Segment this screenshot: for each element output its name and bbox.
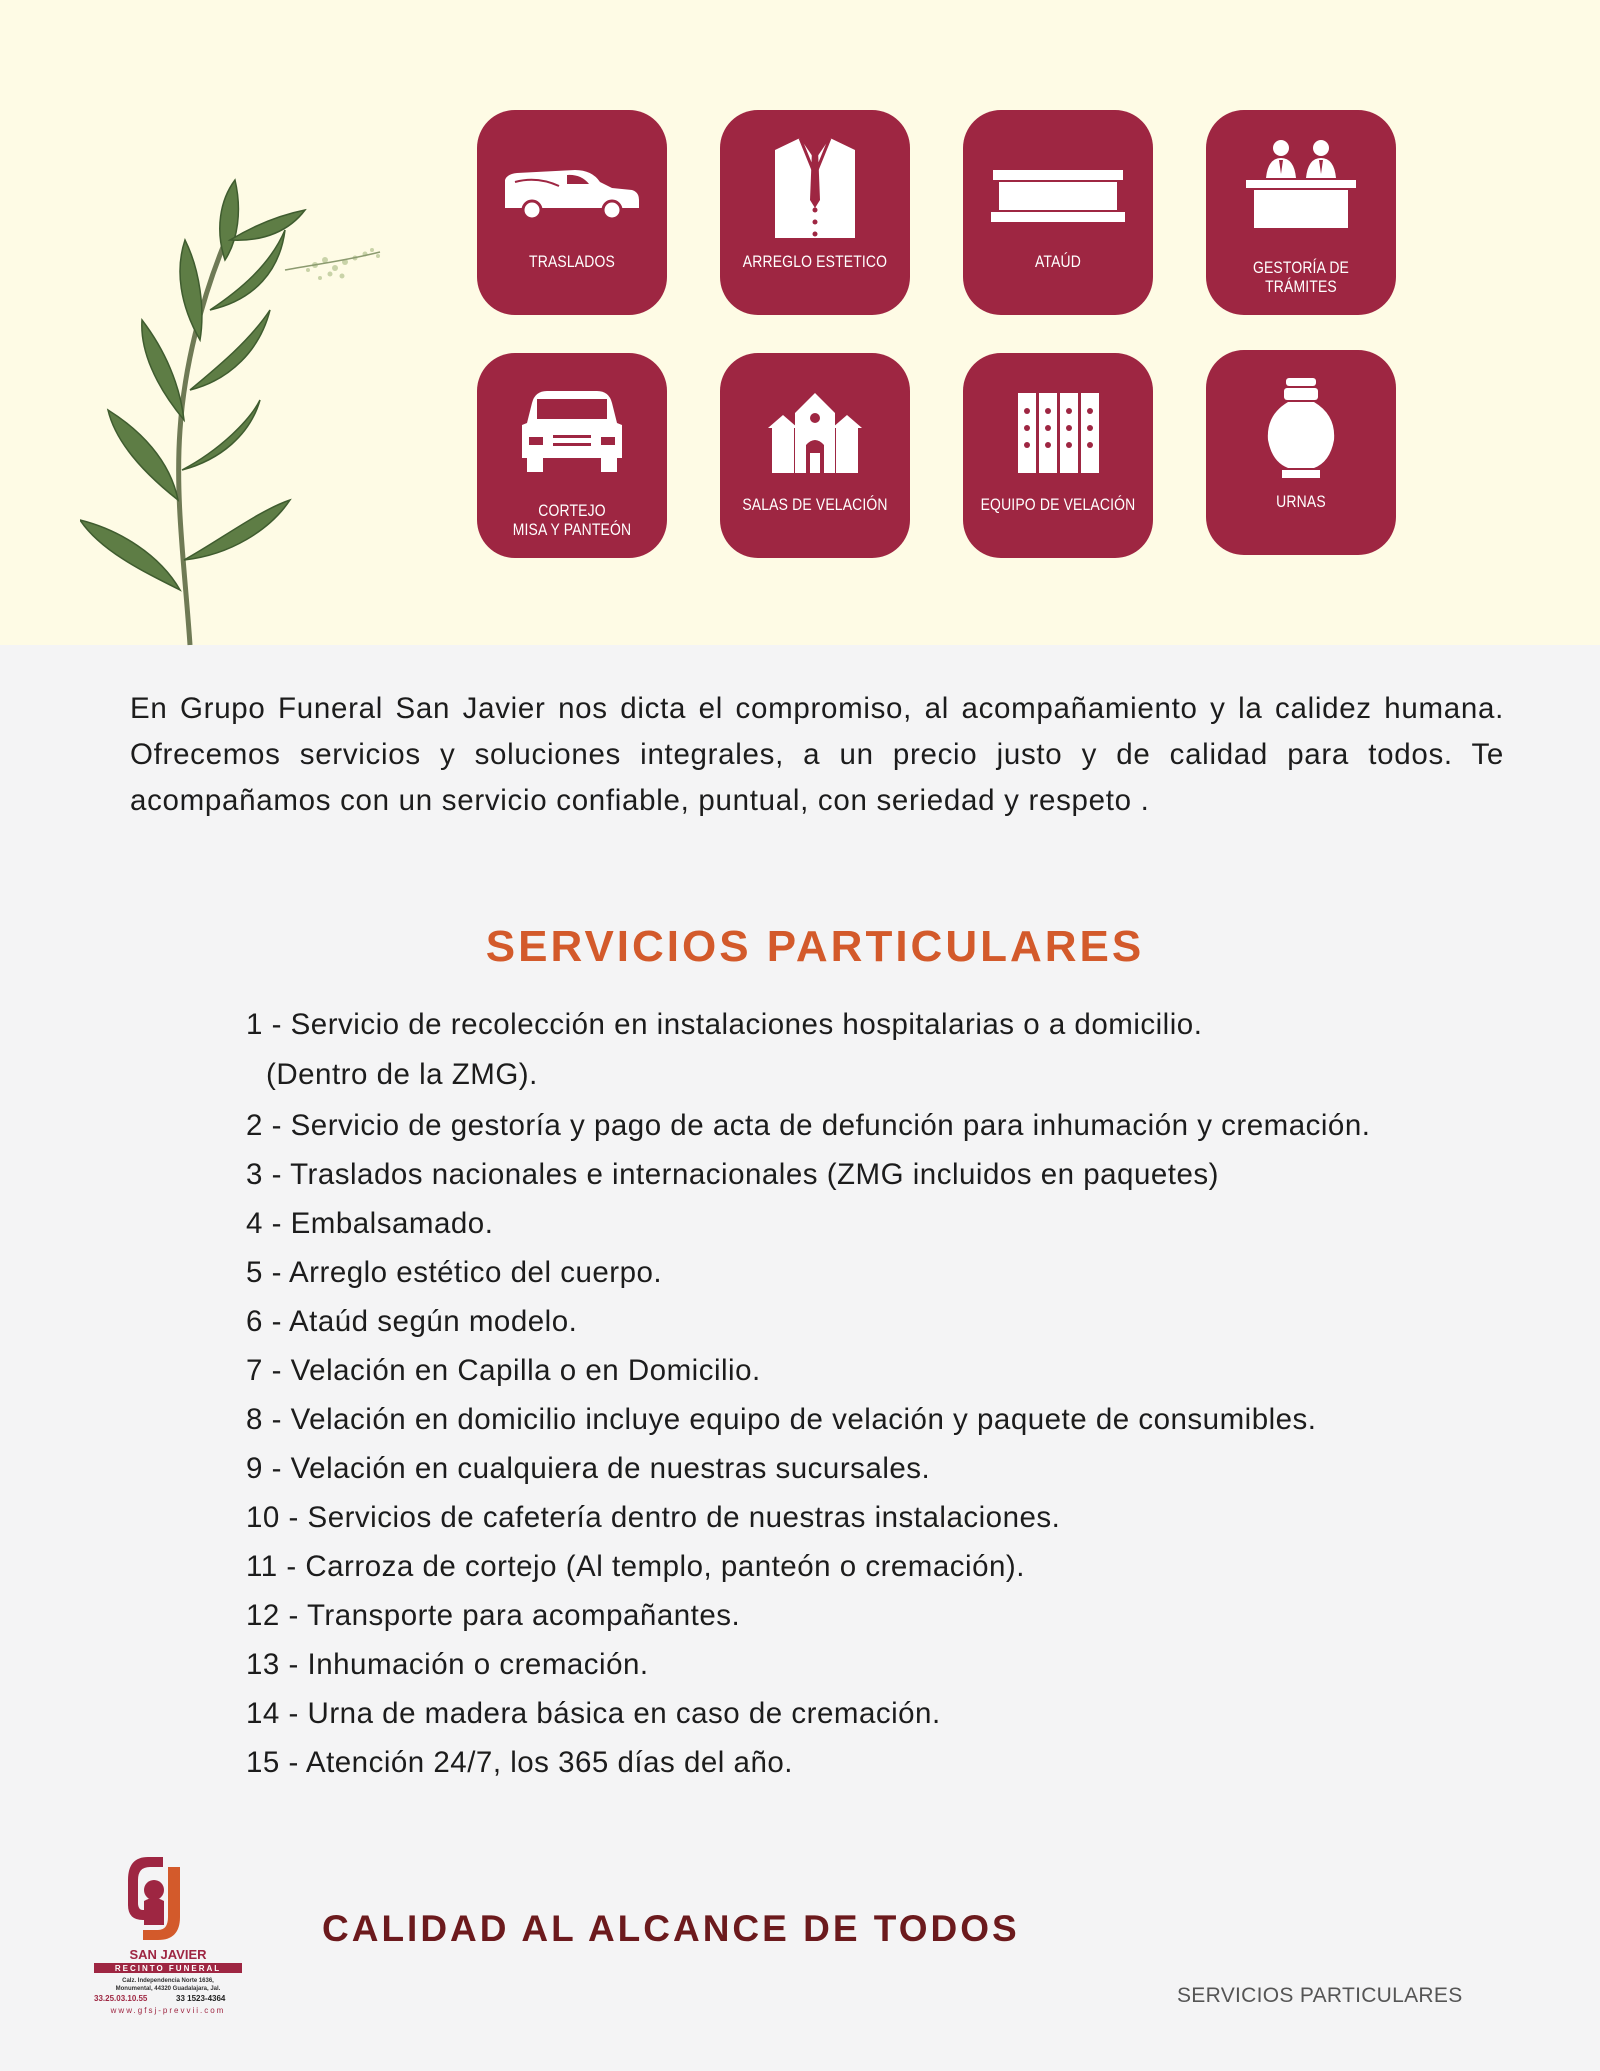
- san-javier-logo: [88, 1845, 248, 2015]
- list-item: 3 - Traslados nacionales e internacionales (ZMG incluidos en paquetes): [246, 1158, 1219, 1191]
- logo-address-2: Monumental, 44320 Guadalajara, Jal.: [115, 1986, 221, 1992]
- logo-subtitle: RECINTO FUNERAL: [114, 1964, 222, 1973]
- list-item: 8 - Velación en domicilio incluye equipo de velación y paquete de consumibles.: [246, 1403, 1317, 1436]
- tile-salas-velacion: [720, 353, 910, 558]
- tile-label: ARREGLO ESTETICO: [742, 252, 888, 271]
- coffin-icon: [983, 130, 1133, 240]
- tile-label: EQUIPO DE VELACIÓN: [980, 495, 1136, 514]
- tile-label: SALAS DE VELACIÓN: [742, 495, 888, 514]
- services-list: [246, 1000, 1370, 1787]
- car-icon: [497, 373, 647, 483]
- logo-web: www.gfsj-prevvii.com: [110, 2006, 226, 2015]
- list-item: 9 - Velación en cualquiera de nuestras sucursales.: [246, 1452, 931, 1485]
- tile-equipo-velacion: [963, 353, 1153, 558]
- list-item: 5 - Arreglo estético del cuerpo.: [246, 1256, 663, 1289]
- list-item: 1 - Servicio de recolección en instalaciones hospitalarias o a domicilio.: [246, 1008, 1203, 1041]
- list-item: 15 - Atención 24/7, los 365 días del año.: [246, 1746, 793, 1779]
- tile-label: URNAS: [1276, 492, 1326, 511]
- tile-label: GESTORÍA DE TRÁMITES: [1252, 258, 1350, 296]
- tile-arreglo-estetico: [720, 110, 910, 315]
- logo-phone-2: 33 1523-4364: [176, 1994, 226, 2003]
- folding-screen-icon: [983, 373, 1133, 483]
- list-item: 7 - Velación en Capilla o en Domicilio.: [246, 1354, 761, 1387]
- list-item: 12 - Transporte para acompañantes.: [246, 1599, 741, 1632]
- intro-paragraph: En Grupo Funeral San Javier nos dicta el compromiso, al acompañamiento y la calidez humana. Ofrecemos servicios y soluciones integrales, a un precio justo y de calidad para todos. Te acompañamos con un servicio confiable, puntual, con seriedad y respeto .: [130, 692, 1504, 817]
- list-item: 10 - Servicios de cafetería dentro de nuestras instalaciones.: [246, 1501, 1061, 1534]
- list-item: (Dentro de la ZMG).: [266, 1058, 538, 1091]
- logo-phone-1: 33.25.03.10.55: [94, 1994, 148, 2003]
- tile-label: TRASLADOS: [529, 252, 615, 271]
- logo-name: SAN JAVIER: [129, 1947, 207, 1962]
- tile-label: CORTEJO MISA Y PANTEÓN: [512, 501, 632, 539]
- list-item: 14 - Urna de madera básica en caso de cremación.: [246, 1697, 941, 1730]
- chapel-icon: [740, 373, 890, 483]
- footer-label: SERVICIOS PARTICULARES: [1177, 1984, 1463, 2007]
- suit-icon: [740, 130, 890, 240]
- tagline: CALIDAD AL ALCANCE DE TODOS: [322, 1908, 1020, 1949]
- hearse-icon: [497, 130, 647, 240]
- tile-ataud: [963, 110, 1153, 315]
- section-title: SERVICIOS PARTICULARES: [485, 922, 1145, 971]
- tile-gestoria: [1206, 110, 1396, 315]
- tile-cortejo: [477, 353, 667, 558]
- list-item: 6 - Ataúd según modelo.: [246, 1305, 578, 1338]
- list-item: 13 - Inhumación o cremación.: [246, 1648, 649, 1681]
- plant-illustration: [80, 170, 440, 650]
- logo-address-1: Calz. Independencia Norte 1636,: [122, 1978, 214, 1984]
- list-item: 2 - Servicio de gestoría y pago de acta de defunción para inhumación y cremación.: [246, 1109, 1371, 1142]
- tile-urnas: [1206, 350, 1396, 555]
- office-desk-icon: [1226, 130, 1376, 240]
- tile-traslados: [477, 110, 667, 315]
- list-item: 11 - Carroza de cortejo (Al templo, panteón o cremación).: [246, 1550, 1025, 1583]
- tile-label: ATAÚD: [1035, 252, 1081, 271]
- list-item: 4 - Embalsamado.: [246, 1207, 494, 1240]
- urn-icon: [1226, 370, 1376, 480]
